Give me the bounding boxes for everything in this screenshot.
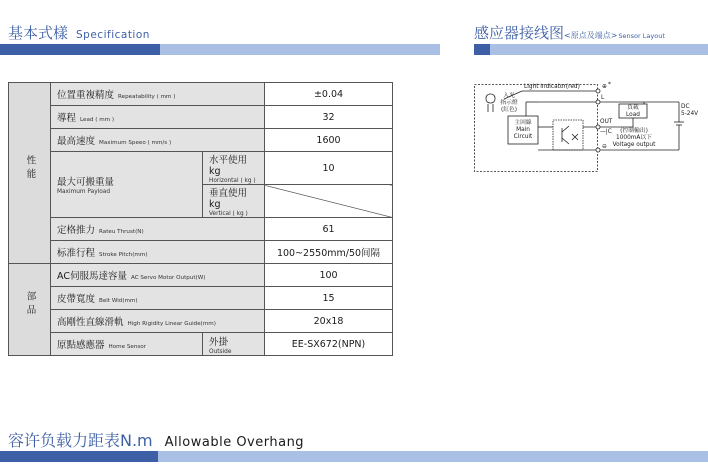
main-circuit-line: Main [516,127,530,133]
value-home-sensor: EE-SX672(NPN) [265,333,393,356]
label-zh: 垂直使用 kg [209,188,248,210]
overhang-header-zh: 容许负载力距表N.m [8,431,153,450]
label-en: Repeatability ( mm ) [118,94,176,100]
entry-light-line: 入光 [503,93,515,99]
out-mark: —|C [600,129,612,135]
label-home-sensor-mount [203,333,265,356]
entry-light-line: 指示燈 [500,100,518,106]
label-zh: 水平使用 kg [209,155,248,177]
label-zh: 最高速度 [57,136,96,147]
label-vertical [203,185,265,218]
label-zh: 導程 [57,113,77,124]
value-repeatability: ±0.04 [265,83,393,106]
main-circuit-line: Circuit [513,134,533,140]
value-lead: 32 [265,106,393,129]
label-zh: 皮帶寬度 [57,294,96,305]
dc-line: 5-24V [681,111,699,117]
spec-table [8,82,393,356]
dc-line: DC [681,104,690,110]
table-row [9,152,393,185]
terminal-out: OUT [600,119,613,125]
label-en: Lead ( mm ) [80,117,115,123]
layout-header-bar [474,44,708,55]
value-max-speed: 1600 [265,129,393,152]
control-output-line: 1000mA以下 [616,135,652,141]
label-en: Maximum Speeo ( mm/s ) [99,140,172,146]
table-row [9,310,393,333]
table-row [9,129,393,152]
label-max-speed [51,129,265,152]
label-en: Horizontal ( kg ) [209,178,256,184]
table-row [9,106,393,129]
value-thrust: 61 [265,218,393,241]
label-en: High Rigidity Linear Guide(mm) [127,321,216,327]
control-output-line: (控制輸出) [620,128,648,134]
label-en: Rateu Thrust(N) [99,229,144,235]
group-performance-label: 性能 [24,154,36,182]
layout-header-sub: <原点及端点> [564,31,618,40]
label-en: Belt Wid(mm) [99,298,138,304]
label-lead [51,106,265,129]
layout-header-zh: 感应器接线图 [474,24,565,42]
label-zh: 外掛 [209,336,229,348]
label-zh: 位置重複精度 [57,90,115,101]
overhang-header-en: Allowable Overhang [164,435,305,450]
table-row [9,264,393,287]
label-guide [51,310,265,333]
label-en: AC Servo Motor Output(W) [130,275,206,281]
group-parts [9,264,51,356]
table-row [9,333,393,356]
wiring-diagram [474,82,700,174]
control-output-line: Voltage output [612,142,656,148]
label-en: Stroke Pitch(mm) [99,252,148,258]
table-row [9,287,393,310]
table-row [9,218,393,241]
label-home-sensor [51,333,203,356]
label-stroke [51,241,265,264]
label-belt [51,287,265,310]
label-zh: 高剛性直線滑軌 [57,317,124,328]
load-line: 負載 [627,105,639,111]
load-label [619,105,647,119]
table-row [9,241,393,264]
overhang-header-bar [0,451,708,462]
spec-header-en: Specification [76,29,150,41]
label-zh: 原點感應器 [57,340,105,351]
overhang-header [8,428,304,451]
spec-header-bar [0,44,440,55]
value-guide: 20x18 [265,310,393,333]
value-stroke: 100~2550mm/50间隔 [265,241,393,264]
table-row [9,83,393,106]
group-performance [9,83,51,264]
entry-light-line: (紅色) [500,107,518,113]
label-motor [51,264,265,287]
terminal-plus: ⊕ [602,84,607,90]
layout-header [474,22,665,43]
group-parts-label: 部品 [24,291,36,318]
light-indicator-label: Light indicator(red) [524,84,580,90]
layout-header-en: Sensor Layout [618,32,665,40]
spec-header-zh: 基本式樣 [8,24,69,42]
label-zh: 标准行程 [57,248,96,259]
main-circuit-line: 主回線 [514,120,532,126]
label-payload [51,152,203,218]
label-en: Vertical ( kg ) [209,211,248,217]
label-repeatability [51,83,265,106]
label-en: Outside [209,348,232,355]
label-en: Home Sensor [108,344,146,350]
value-vertical [265,185,393,218]
load-line: Load [626,112,640,118]
control-output-label [608,128,660,149]
entry-light-label [499,93,519,114]
value-belt: 15 [265,287,393,310]
terminal-minus: ⊖ [602,144,607,150]
value-motor: 100 [265,264,393,287]
star-mark: * [608,82,611,88]
label-thrust [51,218,265,241]
label-zh: AC伺服馬達容量 [57,271,127,282]
main-circuit-label [509,120,537,141]
label-zh: 最大可搬重量 [57,177,115,188]
value-horizontal: 10 [265,152,393,185]
label-en: Maximum Payload [57,189,111,195]
terminal-l: L [601,95,605,101]
dc-label [681,104,698,118]
spec-header [8,22,150,43]
label-horizontal [203,152,265,185]
label-zh: 定格推力 [57,225,96,236]
